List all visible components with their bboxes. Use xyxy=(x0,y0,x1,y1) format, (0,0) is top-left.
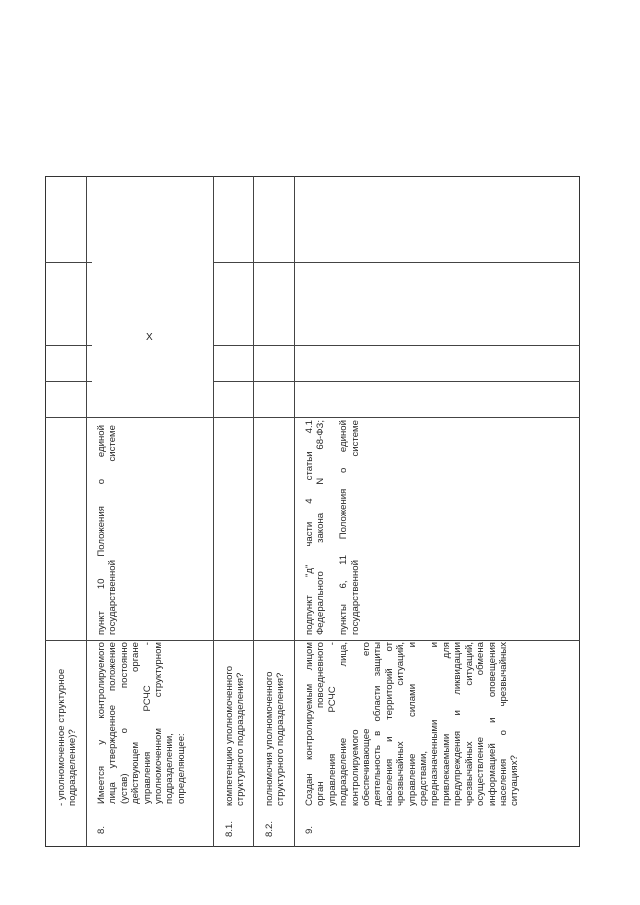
table-line xyxy=(213,345,580,346)
table-line xyxy=(45,417,580,418)
table-line xyxy=(45,345,92,346)
table-line xyxy=(253,176,254,847)
row-8-2-number: 8.2. xyxy=(264,820,275,837)
row-8-number: 8. xyxy=(96,825,107,834)
table-line xyxy=(213,262,580,263)
row-cont-question: - уполномоченное структурное подразделение)? xyxy=(56,668,79,806)
row-9-question: Создан контролируемым лицом орган повседневного управления РСЧС - подразделение лица, контролируемого обеспечивающее его деятельность в области защиты населения и территорий от чрезвычайных ситуаций, управление силами и средствами, предназначенными и привлекаемыми для предупреждения и ликвидации чрезвычайных ситуаций, осуществление обмена информацией и оповещения населения о чрезвычайных ситуациях? xyxy=(304,642,521,806)
table-line xyxy=(45,262,92,263)
row-9-requirement: подпункт "д" части 4 статьи 4.1 Федерального закона N 68-ФЗ; пункты 6, 11 Положения о единой государственной системе xyxy=(304,420,361,635)
table-line xyxy=(86,176,87,847)
row-8-question: Имеется у контролируемого лица утвержденное положение (устав) о постоянно действующем органе управления РСЧС - уполномоченном структурном подразделении, определяющее: xyxy=(96,642,187,804)
table-line xyxy=(213,381,580,382)
table-line xyxy=(45,640,580,641)
row-8-1-number: 8.1. xyxy=(224,820,235,837)
table-line xyxy=(45,381,92,382)
row-8-2-question: полномочия уполномоченного структурного подразделения? xyxy=(264,671,287,806)
table-line xyxy=(213,176,214,847)
row-8-1-question: компетенцию уполномоченного структурного подразделения? xyxy=(224,665,247,806)
table-line xyxy=(294,176,295,847)
x-mark: X xyxy=(146,332,153,343)
row-8-requirement: пункт 10 Положения о единой государственной системе xyxy=(96,425,119,635)
row-9-number: 9. xyxy=(304,825,315,834)
